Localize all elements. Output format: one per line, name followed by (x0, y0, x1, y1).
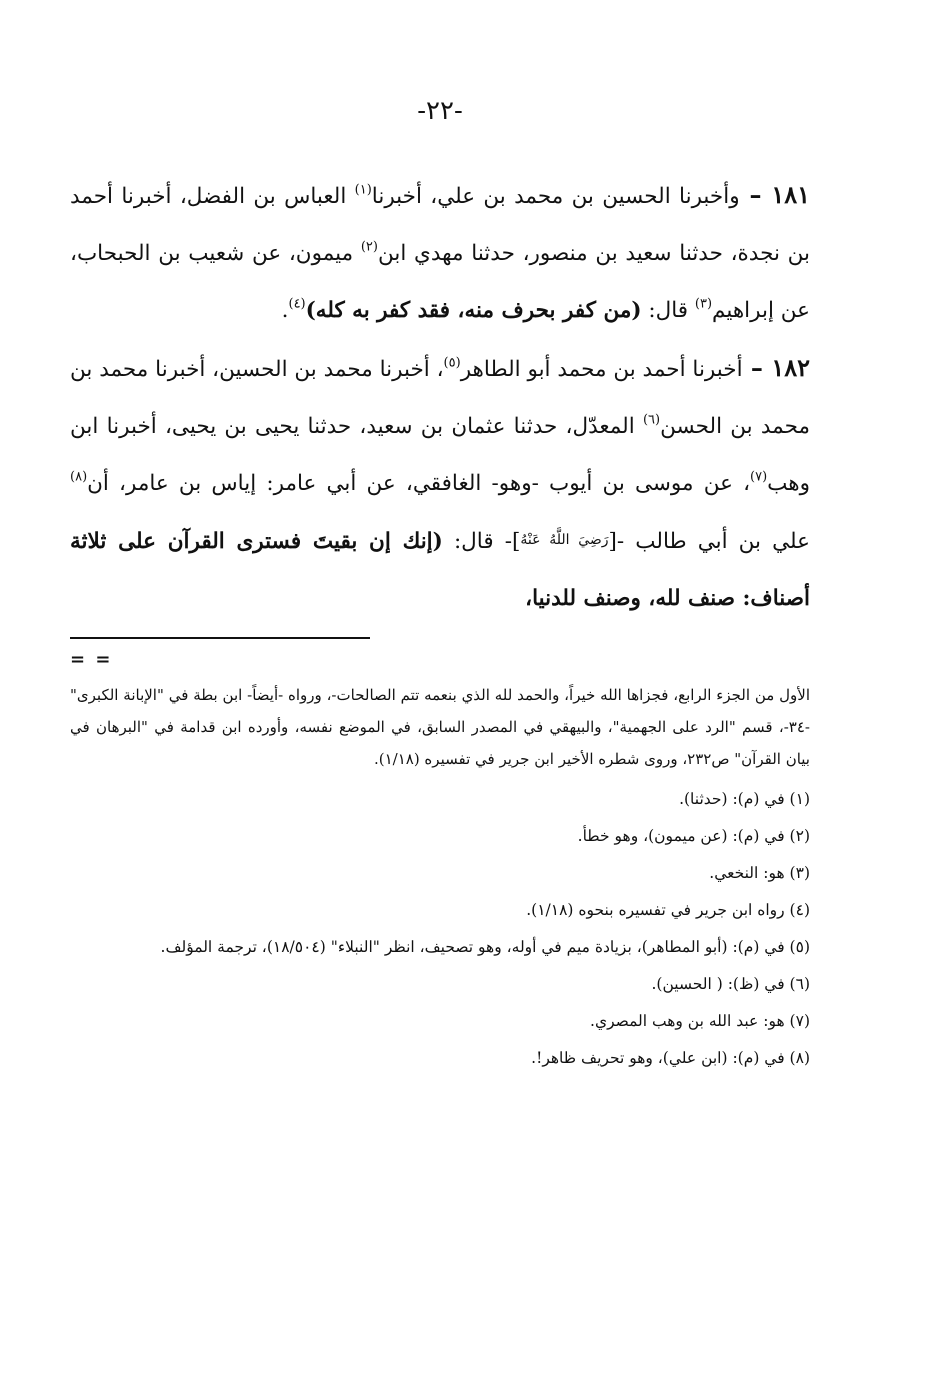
footnote-5: (٥) في (م): (أبو المطاهر)، بزيادة ميم في أوله، وهو تصحيف، انظر "النبلاء" (١٨/٥٠٤)، ترجمة المؤلف. (160, 938, 810, 957)
footnote-1: (١) في (م): (حدثنا). (679, 790, 810, 809)
quoted-text: (إنك إن بقيتَ فسترى القرآن على ثلاثة أصناف: صنف لله، وصنف للدنيا، (70, 529, 810, 612)
hadith-number: ١٨١ (771, 180, 810, 209)
hadith-182: ١٨٢ – أخبرنا أحمد بن محمد أبو الطاهر$^{(٥)}$، أخبرنا محمد بن الحسين، أخبرنا محمد بن محمد بن الحسن$^{(٦)}$ المعدّل، حدثنا عثمان بن سعيد، حدثنا يحيى بن يحيى، أخبرنا ابن وهب$^{(٧)}$، عن موسى بن أيوب -وهو- الغافقي، عن أبي عامر: إياس بن عامر، أن$^{(٨)}$ علي بن أبي طالب -[رَضِيَ اللَّهُ عَنْهُ]- قال: (إنك إن بقيتَ فسترى القرآن على ثلاثة أصناف: صنف لله، وصنف للدنيا، (70, 353, 811, 612)
footnote-ref[interactable]: (١) (354, 182, 372, 198)
footnote-ref[interactable]: (٥) (443, 355, 461, 371)
page-number: -٢٢- (417, 96, 463, 126)
footnotes (70, 679, 810, 1077)
honorific-glyph: رَضِيَ اللَّهُ عَنْهُ (520, 532, 609, 548)
quoted-text: (من كفر بحرف منه، فقد كفر به كله) (305, 298, 642, 323)
footnote-6: (٦) في (ظ): ( الحسين). (651, 975, 810, 994)
footnote-2: (٢) في (م): (عن ميمون)، وهو خطأ. (577, 827, 810, 846)
footnote-ref[interactable]: (٢) (360, 239, 378, 255)
continued-note: الأول من الجزء الرابع، فجزاها الله خيراً، والحمد لله الذي بنعمه تتم الصالحات-، ورواه -أيضاً- ابن بطة في "الإبانة الكبرى" -٣٤-، قسم "الرد على الجهمية"، والبيهقي في المصدر السابق، في الموضع نفسه، وأورده ابن قدامة في "البرهان في بيان القرآن" ص٢٣٢، وروى شطره الأخير ابن جرير في تفسيره (١/١٨). (70, 686, 810, 769)
footnote-7: (٧) هو: عبد الله بن وهب المصري. (590, 1012, 810, 1031)
footnote-4: (٤) رواه ابن جرير في تفسيره بنحوه (١/١٨). (526, 901, 810, 920)
footnote-3: (٣) هو: النخعي. (709, 864, 810, 883)
footnote-ref[interactable]: (٣) (694, 296, 713, 312)
main-text (70, 166, 810, 627)
footnote-8: (٨) في (م): (ابن علي)، وهو تحريف ظاهر!. (531, 1049, 810, 1068)
hadith-181: ١٨١ – وأخبرنا الحسين بن محمد بن علي، أخبرنا$^{(١)}$ العباس بن الفضل، أخبرنا أحمد بن نجدة، حدثنا سعيد بن منصور، حدثنا مهدي ابن$^{(٢)}$ ميمون، عن شعيب بن الحبحاب، عن إبراهيم$^{(٣)}$ قال: (من كفر بحرف منه، فقد كفر به كله)$^{(٤)}$. (70, 180, 810, 323)
continuation-mark: = = (70, 649, 113, 671)
hadith-number: ١٨٢ (771, 353, 810, 382)
footnote-ref[interactable]: (٤) (288, 296, 306, 312)
footnote-ref[interactable]: (٨) (70, 469, 88, 485)
page (70, 96, 810, 1077)
footnote-ref[interactable]: (٦) (642, 412, 661, 428)
footnote-separator (70, 637, 370, 639)
footnote-ref[interactable]: (٧) (750, 469, 768, 485)
